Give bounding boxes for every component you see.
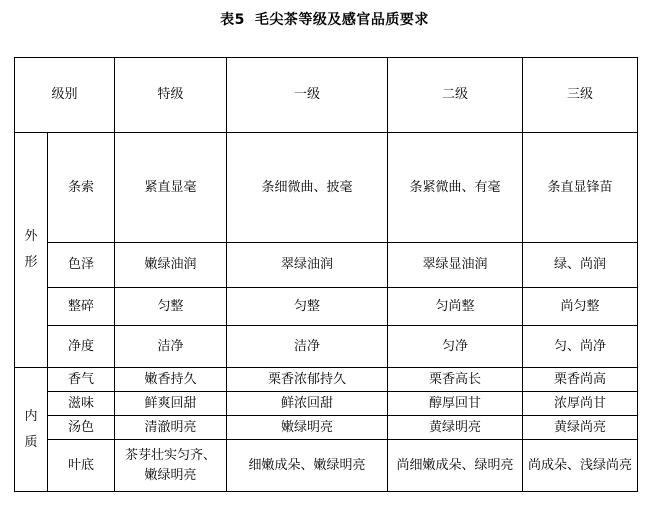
table-cell: 茶芽壮实匀齐、嫩绿明亮 (115, 440, 227, 492)
table-cell: 黄绿尚亮 (523, 416, 638, 440)
table-cell: 醇厚回甘 (388, 392, 523, 416)
group-char: 内 (24, 408, 38, 424)
table-row (15, 243, 638, 288)
table-row (15, 368, 638, 392)
group-internal (15, 368, 48, 492)
table-cell: 栗香浓郁持久 (227, 368, 388, 392)
table-cell: 翠绿油润 (227, 243, 388, 288)
table-cell: 匀尚整 (388, 288, 523, 326)
table-cell: 浓厚尚甘 (523, 392, 638, 416)
table-cell: 匀整 (115, 288, 227, 326)
table-cell: 翠绿显油润 (388, 243, 523, 288)
table-row (15, 133, 638, 243)
group-appearance (15, 133, 48, 368)
table-row (15, 392, 638, 416)
table-number: 表5 (220, 12, 245, 28)
grade-table (14, 57, 638, 492)
group-char: 形 (24, 255, 38, 270)
table-row (15, 288, 638, 326)
header-row (15, 58, 638, 133)
table-cell: 栗香尚高 (523, 368, 638, 392)
table-cell: 清澈明亮 (115, 416, 227, 440)
table-cell: 匀整 (227, 288, 388, 326)
table-cell: 匀净 (388, 326, 523, 368)
table-row (15, 416, 638, 440)
table-cell: 尚细嫩成朵、绿明亮 (388, 440, 523, 492)
table-cell: 洁净 (227, 326, 388, 368)
row-label: 汤色 (48, 416, 115, 440)
table-cell: 条紧微曲、有毫 (388, 133, 523, 243)
row-label: 香气 (48, 368, 115, 392)
table-cell: 细嫩成朵、嫩绿明亮 (227, 440, 388, 492)
header-level-third: 三级 (523, 58, 638, 133)
group-char: 质 (24, 434, 38, 450)
row-label: 条索 (48, 133, 115, 243)
table-cell: 嫩绿油润 (115, 243, 227, 288)
group-char: 外 (24, 229, 38, 244)
table-cell: 尚匀整 (523, 288, 638, 326)
table-cell: 鲜爽回甜 (115, 392, 227, 416)
header-grade: 级别 (15, 58, 115, 133)
row-label: 色泽 (48, 243, 115, 288)
header-level-second: 二级 (388, 58, 523, 133)
table-cell: 洁净 (115, 326, 227, 368)
header-level-special: 特级 (115, 58, 227, 133)
table-cell: 条直显锋苗 (523, 133, 638, 243)
table-cell: 黄绿明亮 (388, 416, 523, 440)
table-cell: 嫩绿明亮 (227, 416, 388, 440)
table-cell: 尚成朵、浅绿尚亮 (523, 440, 638, 492)
row-label: 滋味 (48, 392, 115, 416)
table-title (0, 9, 649, 29)
table-cell: 绿、尚润 (523, 243, 638, 288)
table-cell: 栗香高长 (388, 368, 523, 392)
table-cell: 鲜浓回甜 (227, 392, 388, 416)
table-row (15, 326, 638, 368)
table-row (15, 440, 638, 492)
table-caption: 毛尖茶等级及感官品质要求 (254, 12, 429, 28)
table-cell: 条细微曲、披毫 (227, 133, 388, 243)
header-level-first: 一级 (227, 58, 388, 133)
row-label: 净度 (48, 326, 115, 368)
row-label: 叶底 (48, 440, 115, 492)
table-cell: 匀、尚净 (523, 326, 638, 368)
row-label: 整碎 (48, 288, 115, 326)
table-cell: 紧直显毫 (115, 133, 227, 243)
table-cell: 嫩香持久 (115, 368, 227, 392)
